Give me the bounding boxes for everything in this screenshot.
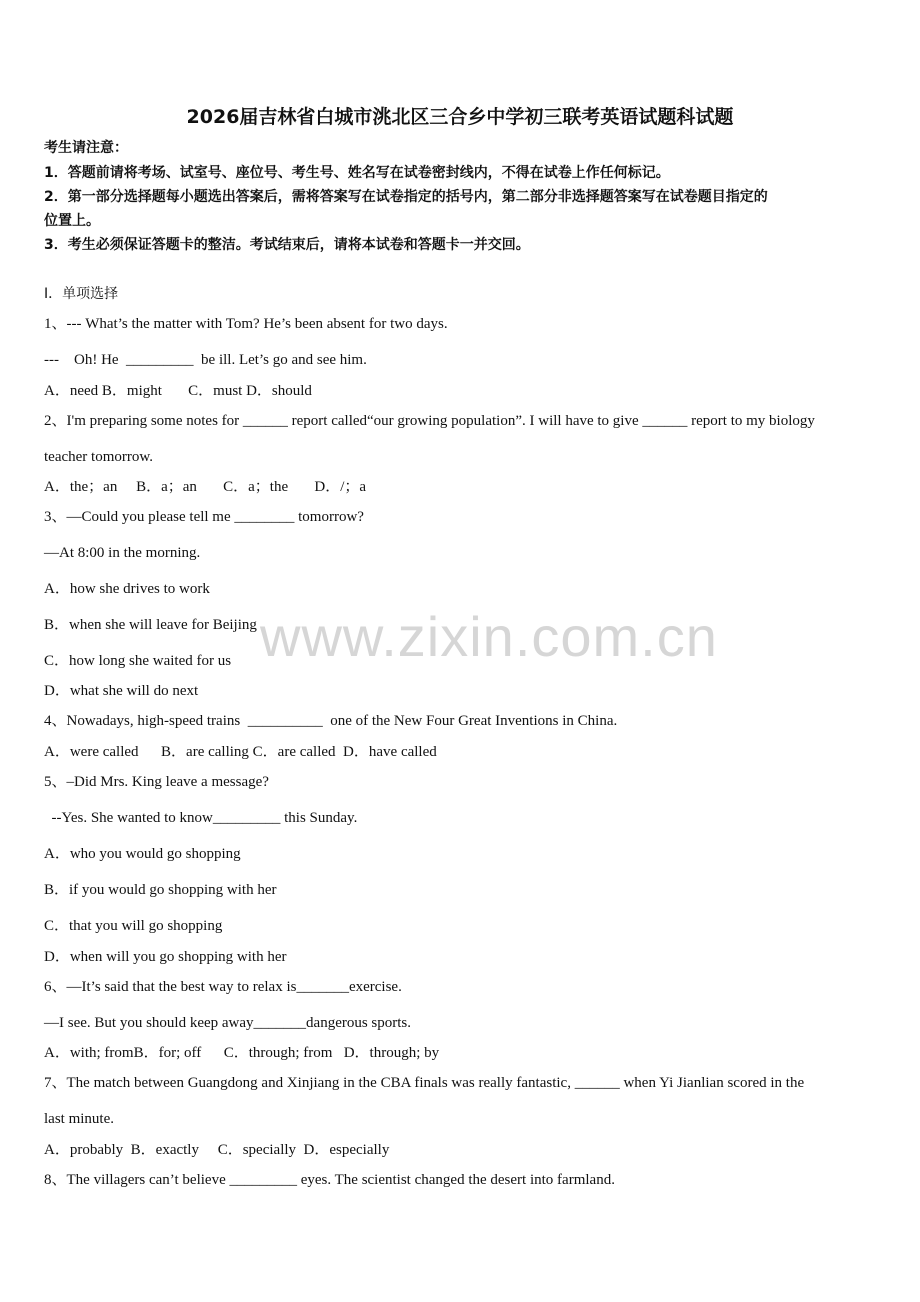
question-6-line: —I see. But you should keep away_______dangerous sports.	[44, 1015, 412, 1031]
question-3-option-b: B．when she will leave for Beijing	[44, 617, 257, 633]
notice-item: 位置上。	[44, 213, 100, 229]
question-3-line: —At 8:00 in the morning.	[44, 545, 201, 561]
question-4-options: A．were called B．are calling C．are called D．have called	[44, 744, 437, 760]
question-5-option-c: C．that you will go shopping	[44, 918, 223, 934]
question-2-line: teacher tomorrow.	[44, 449, 153, 465]
question-5-option-a: A．who you would go shopping	[44, 846, 241, 862]
notice-heading: 考生请注意：	[44, 140, 128, 156]
question-1-options: A．need B．might C．must D．should	[44, 383, 312, 399]
question-5-line: --Yes. She wanted to know_________ this Sunday.	[44, 810, 358, 826]
question-5-stem: 5、–Did Mrs. King leave a message?	[44, 774, 269, 790]
question-8-stem: 8、The villagers can’t believe _________ eyes. The scientist changed the desert into farmland.	[44, 1172, 615, 1188]
section-heading: Ⅰ．单项选择	[44, 286, 119, 302]
notice-item: 3．考生必须保证答题卡的整洁。考试结束后，请将本试卷和答题卡一并交回。	[44, 237, 530, 253]
question-3-stem: 3、—Could you please tell me ________ tomorrow?	[44, 509, 364, 525]
question-7-options: A．probably B．exactly C．specially D．especially	[44, 1142, 390, 1158]
question-7-stem: 7、The match between Guangdong and Xinjiang in the CBA finals was really fantastic, ______ when Yi Jianlian scored in the	[44, 1075, 805, 1091]
question-6-stem: 6、—It’s said that the best way to relax is_______exercise.	[44, 979, 402, 995]
question-4-stem: 4、Nowadays, high-speed trains __________ one of the New Four Great Inventions in China.	[44, 713, 618, 729]
watermark: www.zixin.com.cn	[260, 605, 718, 668]
question-2-stem: 2、I'm preparing some notes for ______ report called“our growing population”. I will have to give ______ report to my biology	[44, 413, 815, 429]
question-1-stem: 1、--- What’s the matter with Tom? He’s been absent for two days.	[44, 316, 448, 332]
question-2-options: A．the；an B．a；an C．a；the D．/；a	[44, 479, 367, 495]
notice-item: 1．答题前请将考场、试室号、座位号、考生号、姓名写在试卷密封线内，不得在试卷上作任何标记。	[44, 165, 670, 181]
question-6-options: A．with; fromB．for; off C．through; from D．through; by	[44, 1045, 440, 1061]
notice-item: 2．第一部分选择题每小题选出答案后，需将答案写在试卷指定的括号内，第二部分非选择题答案写在试卷题目指定的	[44, 189, 768, 205]
question-3-option-a: A．how she drives to work	[44, 581, 210, 597]
question-3-option-d: D．what she will do next	[44, 683, 199, 699]
question-1-line: --- Oh! He _________ be ill. Let’s go and see him.	[44, 352, 367, 368]
question-5-option-b: B．if you would go shopping with her	[44, 882, 277, 898]
question-5-option-d: D．when will you go shopping with her	[44, 949, 287, 965]
document-title: 2026届吉林省白城市洮北区三合乡中学初三联考英语试题科试题	[186, 106, 734, 128]
question-7-line: last minute.	[44, 1111, 114, 1127]
question-3-option-c: C．how long she waited for us	[44, 653, 232, 669]
